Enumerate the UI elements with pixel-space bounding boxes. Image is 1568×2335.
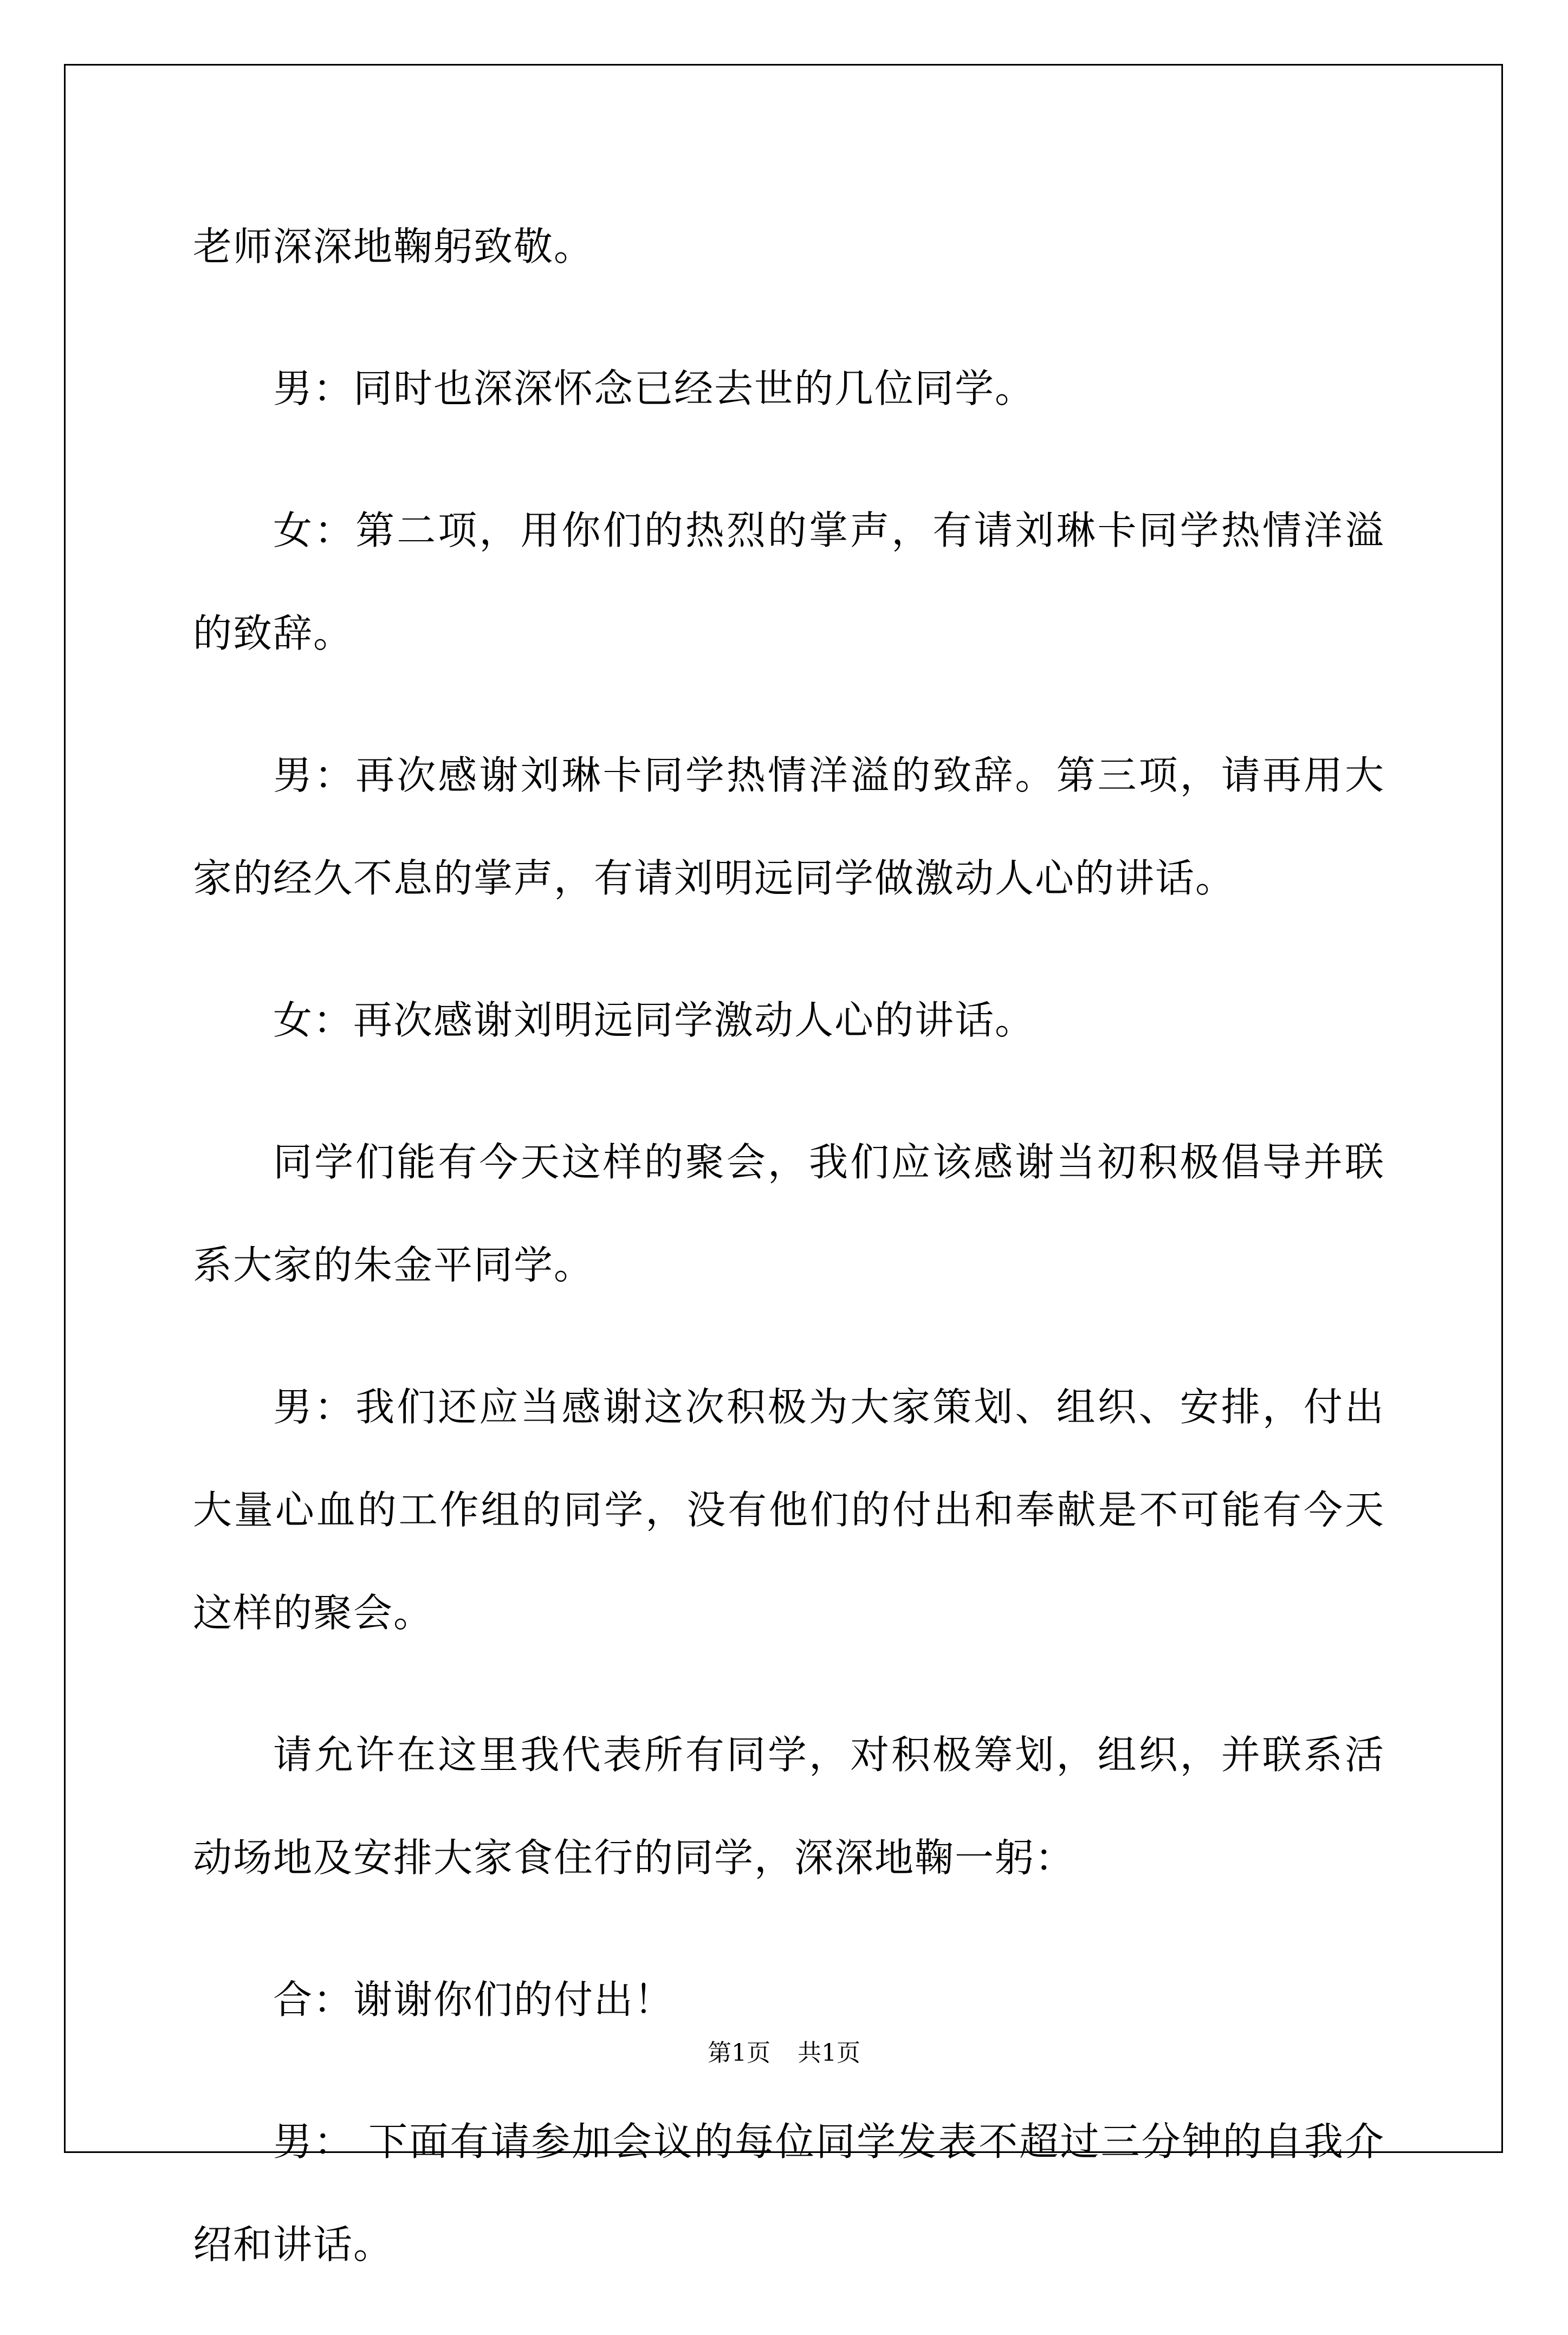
page-total: 共1页 <box>798 2039 860 2067</box>
paragraph-2: 男：同时也深深怀念已经去世的几位同学。 <box>273 366 1035 411</box>
page-footer <box>0 2037 1568 2070</box>
paragraph-1: 老师深深地鞠躬致敬。 <box>193 224 594 269</box>
paragraph-8: 请允许在这里我代表所有同学，对积极筹划，组织，并联系活动场地及安排大家食住行的同学，深深地鞠一躬： <box>193 1732 1385 1880</box>
paragraph-5: 女：再次感谢刘明远同学激动人心的讲话。 <box>273 997 1035 1043</box>
paragraph-4: 男：再次感谢刘琳卡同学热情洋溢的致辞。第三项，请再用大家的经久不息的掌声，有请刘明远同学做激动人心的讲话。 <box>193 753 1385 901</box>
paragraph-9: 合：谢谢你们的付出！ <box>273 1977 675 2022</box>
paragraph-7: 男：我们还应当感谢这次积极为大家策划、组织、安排，付出大量心血的工作组的同学，没有他们的付出和奉献是不可能有今天这样的聚会。 <box>193 1384 1385 1636</box>
paragraph-10: 男： 下面有请参加会议的每位同学发表不超过三分钟的自我介绍和讲话。 <box>193 2119 1385 2267</box>
document-body <box>193 195 1385 2335</box>
paragraph-6: 同学们能有今天这样的聚会，我们应该感谢当初积极倡导并联系大家的朱金平同学。 <box>193 1139 1385 1288</box>
page-number: 第1页 <box>708 2039 770 2067</box>
paragraph-3: 女：第二项，用你们的热烈的掌声，有请刘琳卡同学热情洋溢的致辞。 <box>193 508 1385 656</box>
